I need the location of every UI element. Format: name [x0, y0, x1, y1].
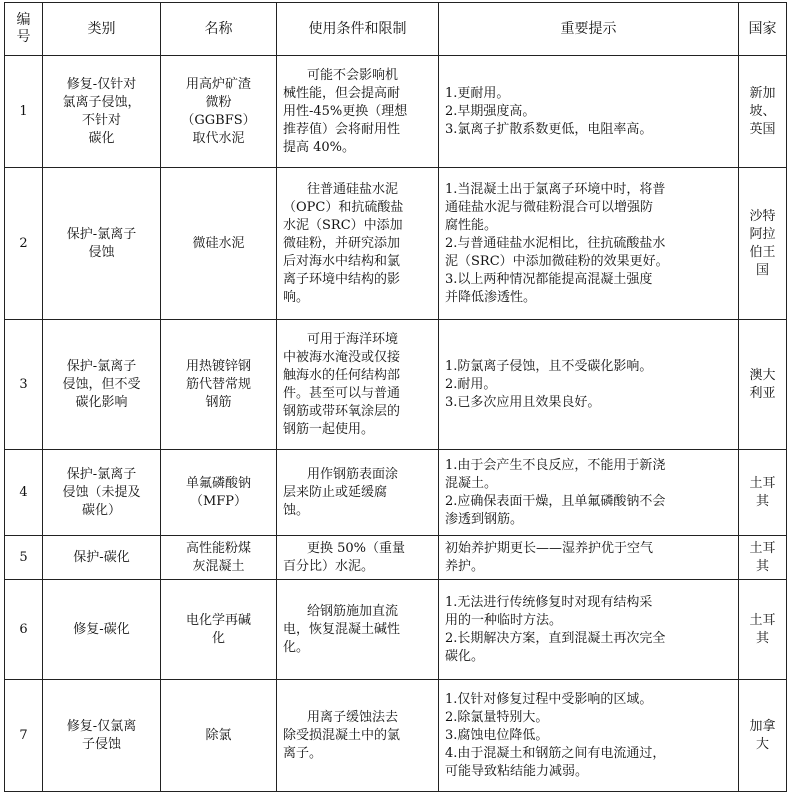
- cell-conditions-line: 离子。: [283, 745, 323, 761]
- header-tips: 重要提示: [439, 3, 739, 56]
- cell-tips: [439, 680, 739, 792]
- cell-tips-line: 3.氯离子扩散系数更低，电阻率高。: [445, 121, 653, 137]
- cell-tips-line: 碳化。: [445, 648, 485, 664]
- cell-no: [5, 320, 43, 450]
- cell-name: [161, 580, 277, 680]
- cell-category-line: 保护-氯离子: [66, 358, 137, 374]
- cell-conditions-line: 用作钢筋表面涂: [307, 466, 399, 482]
- cell-country-line: 其: [755, 558, 769, 574]
- cell-no: [5, 450, 43, 536]
- cell-tips-line: 1.仅针对修复过程中受影响的区域。: [445, 691, 653, 707]
- cell-conditions-line: 往普通硅盐水泥: [307, 181, 399, 197]
- cell-tips-line: 泥（SRC）中添加微硅粉的效果更好。: [445, 253, 669, 269]
- cell-tips-line: 2.应确保表面干燥，且单氟磷酸钠不会: [445, 493, 666, 509]
- cell-tips-line: 1.当混凝土出于氯离子环境中时，将普: [445, 181, 666, 197]
- cell-tips: [439, 56, 739, 168]
- cell-conditions-line: 可用于海洋环境: [307, 331, 399, 347]
- table-row: [5, 680, 787, 792]
- cell-conditions: [277, 56, 439, 168]
- cell-category-line: 修复-仅氯离: [66, 718, 137, 734]
- cell-tips-line: 混凝土。: [445, 475, 498, 491]
- cell-name-line: 微粉: [205, 94, 232, 110]
- cell-category: [43, 168, 161, 320]
- table-body: [5, 56, 787, 792]
- cell-conditions-line: 后对海水中结构和氯: [283, 253, 401, 269]
- cell-no: [5, 56, 43, 168]
- cell-country: [739, 320, 787, 450]
- header-name: 名称: [161, 3, 277, 56]
- cell-conditions-line: 微硅粉，并研究添加: [283, 235, 401, 251]
- cell-category-line: 修复-碳化: [73, 621, 130, 637]
- cell-category-line: 子侵蚀: [81, 736, 121, 752]
- cell-conditions-line: （OPC）和抗硫酸盐: [283, 199, 404, 215]
- cell-category: [43, 320, 161, 450]
- cell-conditions-line: 推荐值）会将耐用性: [283, 121, 401, 137]
- cell-country: [739, 680, 787, 792]
- cell-no-text: 3: [19, 376, 28, 392]
- cell-category-line: 保护-碳化: [73, 549, 130, 565]
- cell-country-line: 其: [755, 630, 769, 646]
- cell-conditions-line: 百分比）水泥。: [283, 558, 375, 574]
- cell-name: [161, 450, 277, 536]
- cell-category-line: 侵蚀（未提及: [62, 484, 141, 500]
- cell-tips-line: 并降低渗透性。: [445, 289, 537, 305]
- cell-name-line: 用高炉矿渣: [185, 76, 251, 92]
- cell-category-line: 保护-氯离子: [66, 466, 137, 482]
- cell-conditions-line: 械性能，但会提高耐: [283, 85, 401, 101]
- cell-country-line: 阿拉: [749, 226, 776, 242]
- cell-tips-line: 腐性能。: [445, 217, 498, 233]
- cell-no-text: 6: [19, 621, 28, 637]
- cell-country-line: 英国: [749, 121, 776, 137]
- table-row: [5, 168, 787, 320]
- table-row: [5, 320, 787, 450]
- measures-table: [4, 2, 787, 792]
- cell-country-line: 坡、: [749, 103, 776, 119]
- cell-name-line: 化: [211, 630, 225, 646]
- cell-tips-line: 可能导致粘结能力减弱。: [445, 763, 589, 779]
- cell-category: [43, 56, 161, 168]
- cell-conditions-line: 钢筋或带环氧涂层的: [283, 403, 401, 419]
- table-row: [5, 536, 787, 580]
- cell-tips-line: 通硅盐水泥与微硅粉混合可以增强防: [445, 199, 654, 215]
- header-row: [5, 3, 787, 56]
- cell-conditions: [277, 320, 439, 450]
- header-no: 编号: [5, 3, 43, 56]
- cell-no-text: 7: [19, 727, 28, 743]
- cell-no-text: 2: [19, 235, 28, 251]
- cell-conditions-line: 除受损混凝土中的氯: [283, 727, 401, 743]
- cell-no: [5, 168, 43, 320]
- cell-conditions-line: 钢筋一起使用。: [283, 421, 375, 437]
- cell-conditions-line: 化。: [283, 639, 310, 655]
- cell-name-line: 筋代替常规: [185, 376, 251, 392]
- cell-name-line: 灰混凝土: [192, 558, 245, 574]
- cell-name: [161, 56, 277, 168]
- cell-tips-line: 2.除氯量特别大。: [445, 709, 549, 725]
- cell-tips-line: 初始养护期更长——湿养护优于空气: [445, 540, 654, 556]
- cell-tips-line: 1.防氯离子侵蚀，且不受碳化影响。: [445, 358, 653, 374]
- cell-category-line: 碳化）: [81, 502, 121, 518]
- cell-country-line: 土耳: [749, 475, 776, 491]
- cell-tips-line: 2.耐用。: [445, 376, 497, 392]
- cell-tips-line: 用的一种临时方法。: [445, 612, 563, 628]
- cell-country-line: 其: [755, 493, 769, 509]
- cell-name-line: 取代水泥: [192, 130, 245, 146]
- cell-category-line: 保护-氯离子: [66, 226, 137, 242]
- cell-country-line: 澳大: [749, 367, 776, 383]
- cell-name: [161, 536, 277, 580]
- cell-name-line: （GGBFS）: [181, 112, 256, 128]
- cell-conditions-line: 提高 40%。: [283, 139, 356, 155]
- cell-tips-line: 4.由于混凝土和钢筋之间有电流通过，: [445, 745, 666, 761]
- cell-tips-line: 2.与普通硅盐水泥相比，往抗硫酸盐水: [445, 235, 666, 251]
- cell-conditions-line: 触海水的任何结构部: [283, 367, 401, 383]
- cell-tips-line: 1.由于会产生不良反应，不能用于新浇: [445, 457, 666, 473]
- cell-country-line: 沙特: [749, 208, 776, 224]
- cell-tips-line: 1.无法进行传统修复时对现有结构采: [445, 594, 653, 610]
- cell-tips: [439, 168, 739, 320]
- cell-category: [43, 450, 161, 536]
- header-conditions: 使用条件和限制: [277, 3, 439, 56]
- cell-name-line: 微硅水泥: [192, 235, 245, 251]
- cell-category: [43, 580, 161, 680]
- cell-country: [739, 56, 787, 168]
- cell-tips: [439, 536, 739, 580]
- cell-conditions-line: 蚀。: [283, 502, 310, 518]
- cell-conditions-line: 用离子缓蚀法去: [307, 709, 399, 725]
- cell-category-line: 碳化: [88, 130, 115, 146]
- cell-tips-line: 2.长期解决方案，直到混凝土再次完全: [445, 630, 666, 646]
- cell-name-line: （MFP）: [189, 493, 248, 509]
- cell-tips-line: 3.已多次应用且效果良好。: [445, 394, 601, 410]
- cell-country-line: 大: [755, 736, 769, 752]
- cell-name: [161, 680, 277, 792]
- header-category: 类别: [43, 3, 161, 56]
- cell-no: [5, 536, 43, 580]
- cell-conditions-line: 更换 50%（重量: [307, 540, 406, 556]
- cell-tips-line: 3.以上两种情况都能提高混凝土强度: [445, 271, 653, 287]
- cell-tips-line: 养护。: [445, 558, 485, 574]
- cell-tips: [439, 450, 739, 536]
- cell-tips-line: 3.腐蚀电位降低。: [445, 727, 549, 743]
- header-country: 国家: [739, 3, 787, 56]
- cell-category: [43, 536, 161, 580]
- cell-country: [739, 168, 787, 320]
- cell-country: [739, 450, 787, 536]
- cell-conditions-line: 给钢筋施加直流: [307, 603, 399, 619]
- cell-conditions-line: 件。甚至可以与普通: [283, 385, 401, 401]
- cell-name-line: 除氯: [205, 727, 232, 743]
- cell-name-line: 钢筋: [205, 394, 232, 410]
- cell-conditions: [277, 536, 439, 580]
- cell-conditions-line: 中被海水淹没或仅接: [283, 349, 401, 365]
- cell-country-line: 新加: [749, 85, 776, 101]
- cell-conditions: [277, 450, 439, 536]
- cell-conditions-line: 水泥（SRC）中添加: [283, 217, 403, 233]
- cell-conditions-line: 用性-45%更换（理想: [283, 103, 408, 119]
- cell-country-line: 加拿: [749, 718, 776, 734]
- cell-name-line: 用热镀锌钢: [185, 358, 251, 374]
- cell-conditions: [277, 580, 439, 680]
- cell-country: [739, 536, 787, 580]
- cell-country-line: 土耳: [749, 612, 776, 628]
- cell-category-line: 侵蚀: [88, 244, 115, 260]
- cell-no-text: 5: [19, 549, 28, 565]
- cell-conditions: [277, 168, 439, 320]
- cell-no: [5, 680, 43, 792]
- cell-no-text: 4: [19, 484, 28, 500]
- table-row: [5, 450, 787, 536]
- cell-no-text: 1: [19, 103, 28, 119]
- cell-conditions: [277, 680, 439, 792]
- cell-country-line: 利亚: [749, 385, 776, 401]
- cell-tips: [439, 580, 739, 680]
- cell-conditions-line: 可能不会影响机: [307, 67, 399, 83]
- table-row: [5, 580, 787, 680]
- cell-conditions-line: 层来防止或延缓腐: [283, 484, 388, 500]
- cell-tips: [439, 320, 739, 450]
- cell-name-line: 单氟磷酸钠: [185, 475, 251, 491]
- cell-name-line: 电化学再碱: [185, 612, 251, 628]
- cell-category-line: 碳化影响: [75, 394, 128, 410]
- cell-conditions-line: 电，恢复混凝土碱性: [283, 621, 401, 637]
- cell-name: [161, 320, 277, 450]
- cell-no: [5, 580, 43, 680]
- cell-category-line: 修复-仅针对: [66, 76, 137, 92]
- cell-name: [161, 168, 277, 320]
- cell-category-line: 不针对: [81, 112, 121, 128]
- cell-conditions-line: 离子环境中结构的影: [283, 271, 401, 287]
- table-row: [5, 56, 787, 168]
- cell-country-line: 国: [755, 262, 769, 278]
- cell-category-line: 氯离子侵蚀，: [62, 94, 141, 110]
- cell-category-line: 侵蚀，但不受: [62, 376, 141, 392]
- cell-country: [739, 580, 787, 680]
- cell-country-line: 伯王: [749, 244, 776, 260]
- cell-name-line: 高性能粉煤: [185, 540, 251, 556]
- cell-tips-line: 1.更耐用。: [445, 85, 510, 101]
- cell-country-line: 土耳: [749, 540, 776, 556]
- cell-tips-line: 渗透到钢筋。: [445, 511, 524, 527]
- cell-category: [43, 680, 161, 792]
- cell-tips-line: 2.早期强度高。: [445, 103, 536, 119]
- cell-conditions-line: 响。: [283, 289, 310, 305]
